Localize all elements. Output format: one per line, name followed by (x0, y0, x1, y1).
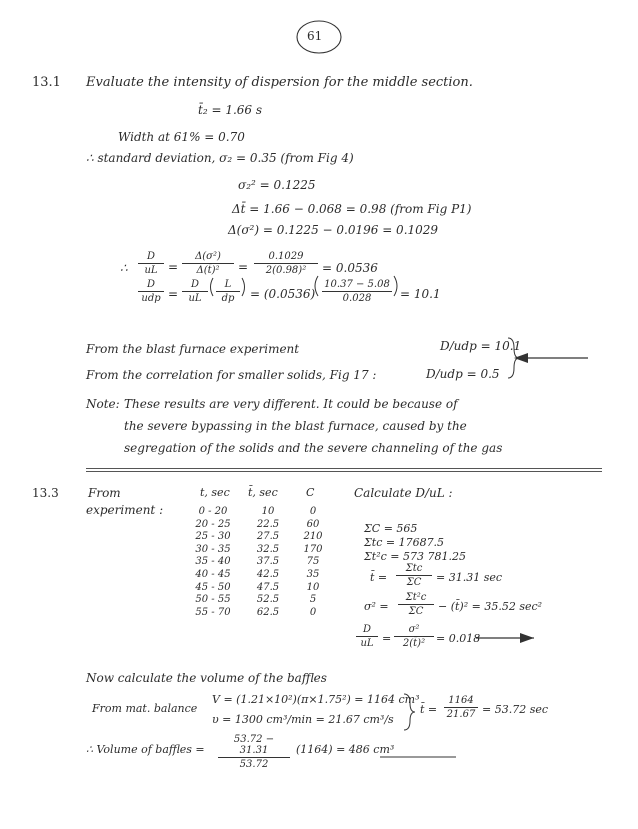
table-cell: 45 - 50 (195, 581, 231, 593)
calc-title: Calculate D/uL : (354, 486, 453, 500)
table-cell: 75 (306, 556, 320, 568)
baffle-volume-label: ∴ Volume of baffles = (86, 743, 205, 756)
eq2-result: = 10.1 (400, 287, 441, 301)
denominator: 2(0.98)² (265, 265, 307, 276)
paren-l2 (315, 276, 318, 296)
d-result: = 0.018 (436, 632, 481, 645)
table-cell: 35 (306, 568, 320, 580)
numerator: 0.1029 (254, 251, 318, 264)
table-cell: 0 (309, 506, 317, 517)
table-cell: 62.5 (256, 606, 280, 618)
sum-c: ΣC = 565 (364, 522, 418, 535)
sigma-over-t-fraction (394, 624, 434, 649)
table-cell: 55 - 70 (195, 606, 231, 618)
std-dev-line: ∴ standard deviation, σ₂ = 0.35 (from Fig 4) (86, 151, 354, 165)
table-cell: 10 (306, 581, 320, 593)
blast-furnace-value: D/udp = 10.1 (440, 339, 522, 353)
delta-variance-line: Δ(σ²) = 0.1225 − 0.0196 = 0.1029 (228, 223, 439, 237)
d-over-udp-fraction (138, 279, 164, 304)
table-cell: 32.5 (256, 543, 280, 555)
denominator: 21.67 (446, 709, 476, 720)
eq1-result: = 0.0536 (322, 261, 378, 275)
numerator: σ² (394, 624, 434, 637)
header-c: C (306, 486, 315, 499)
eq2-middle: = (0.0536) (250, 287, 316, 301)
table-cell: 30 - 35 (195, 543, 231, 555)
handwritten-solution-page: 61 13.1 Evaluate the intensity of dispersion for the middle section. t̄₂ = 1.66 s Width at 61% = 0.70 ∴ standard deviation, σ₂ = 0.35 (from Fig 4) σ₂² = 0.1225 Δt̄ = 1.66 − 0.068 = 0.98 (from Fig P1) Δ(σ²) = 0.1225 − 0.0196 = 0.1029 ∴ $\frac{D}{uL}$ = $\frac{\text{Δ(σ²)}}{\text{Δ(t̄)²}}$ = $\frac{0.1029}{\text{2(0.98)²}}$ = 0.0536 D udp = $\frac{D}{uL}$ $\frac{L}{dp}$ = (0.0536) $\frac{10.37 - 5.08}{0.028}$ = 10.1 From the blast furnace experiment D/udp = 10.1 From the correlation for smaller solids, Fig 17 : D/udp = 0.5 Note: These results are very different. It could be because of the severe bypassing in the blast furnace, caused by the segregation of the solids and the severe channeling of the gas 13.3 From experiment : t, sec t̄, sec C 0 - 20 20 - 25 25 - 30 30 - 35 35 - 40 40 - 45 45 - 50 50 - 55 55 - 70 10 22.5 27.5 32.5 37.5 42.5 47.5 52.5 62.5 0 60 210 170 75 35 10 5 0 Calculate D/uL : ΣC = 565 Σtc = 17687.5 Σt²c = 573 781.25 t̄ = Σtc ΣC = 31.31 sec σ² = $\frac{\text{Σt²c}}{\Sigma C}$ − (t̄)² = 35.52 sec² $\frac{D}{uL}$ = $\frac{\text{σ²}}{\text{2(t̄)²}}$ = 0.018 Now calculate the volume of the baffles From mat. balance V = (1.21×10²)(π×1.75²) = 1164 cm³ υ = 1300 cm³/min = 21.67 cm³/s t̄ = $\frac{1164}{21.67}$ = 53.72 sec ∴ Volume of baffles = $\frac{53.72 - 31.31}{53.72}$ (1164) = 486 cm³ (0, 0, 638, 829)
d-over-ul-fraction-2 (182, 279, 208, 304)
table-cell: 210 (303, 531, 323, 543)
page-number: 61 (307, 29, 323, 43)
correlation-value: D/udp = 0.5 (426, 367, 500, 381)
variance-ratio-fraction (182, 251, 234, 276)
volume-line: V = (1.21×10²)(π×1.75²) = 1164 cm³ (212, 693, 420, 706)
therefore-symbol: ∴ (120, 261, 128, 275)
numerator: D (182, 279, 208, 292)
table-cell: 37.5 (256, 556, 280, 568)
numerator: Σtc (396, 563, 432, 576)
table-cell: 10 (261, 506, 275, 517)
tbar-fraction (396, 563, 432, 588)
table-cell: 52.5 (256, 594, 280, 606)
note-line-1: These results are very different. It could be because of (124, 397, 458, 411)
note-label: Note: (86, 397, 120, 411)
paren-r (242, 278, 245, 296)
experiment-label: experiment : (86, 503, 164, 517)
result-arrow-head-1 (514, 353, 528, 363)
d-ul-fraction-133 (356, 624, 378, 649)
tbar2-lhs: t̄ = (420, 703, 438, 716)
table-cell: 25 - 30 (195, 531, 231, 543)
var-result: − (t̄)² = 35.52 sec² (438, 600, 543, 613)
sum-tc: Σtc = 17687.5 (364, 536, 445, 549)
note-line-3: segregation of the solids and the severe channeling of the gas (124, 441, 503, 455)
numerator: Δ(σ²) (182, 251, 234, 264)
paren-r2 (394, 276, 397, 296)
numerator: 1164 (444, 695, 478, 708)
l-over-dp-fraction (216, 279, 240, 304)
denominator: uL (144, 265, 158, 276)
sum-t2c: Σt²c = 573 781.25 (364, 550, 466, 563)
delta-t-line: Δt̄ = 1.66 − 0.068 = 0.98 (from Fig P1) (232, 202, 472, 216)
numerator: D (356, 624, 378, 637)
table-cell: 35 - 40 (195, 556, 231, 568)
paren-l (211, 278, 214, 296)
denominator: ΣC (406, 577, 422, 588)
baffle-fraction (218, 734, 290, 770)
baffle-result: (1164) = 486 cm³ (296, 743, 395, 756)
tbar2-result: = 53.72 sec (482, 703, 549, 716)
var-lhs: σ² = (364, 600, 389, 613)
table-cell: 40 - 45 (195, 568, 231, 580)
denominator: udp (141, 293, 161, 304)
numerator: D (138, 251, 164, 264)
t-bar-line: t̄₂ = 1.66 s (198, 103, 263, 117)
flow-line: υ = 1300 cm³/min = 21.67 cm³/s (212, 713, 394, 726)
denominator: 53.72 (239, 759, 269, 770)
denominator: 2(t̄)² (402, 638, 426, 649)
correlation-line: From the correlation for smaller solids, Fig 17 : (86, 368, 377, 382)
problem-13-1-heading: Evaluate the intensity of dispersion for the middle section. (86, 75, 473, 90)
numerator: D (138, 279, 164, 292)
d-over-ul-fraction (138, 251, 164, 276)
table-cell: 47.5 (256, 581, 280, 593)
section-divider (86, 468, 602, 469)
table-cell: 170 (303, 543, 323, 555)
denominator: dp (221, 293, 235, 304)
table-cell: 0 (309, 606, 317, 618)
tbar-lhs: t̄ = (370, 571, 388, 584)
result-arrow-head-2 (520, 633, 534, 643)
denominator: uL (360, 638, 374, 649)
blast-furnace-line: From the blast furnace experiment (86, 342, 300, 356)
table-cell: 5 (309, 594, 317, 606)
header-t-bar: t̄, sec (248, 486, 278, 499)
variance-line: σ₂² = 0.1225 (238, 178, 316, 192)
denominator: ΣC (408, 606, 424, 617)
denominator: Δ(t̄)² (196, 265, 220, 276)
note-line-2: the severe bypassing in the blast furnace, caused by the (124, 419, 467, 433)
numerator: 10.37 − 5.08 (322, 279, 392, 292)
tbar2-fraction (444, 695, 478, 720)
table-column-2 (298, 506, 328, 619)
problem-number-13-3: 13.3 (32, 486, 59, 500)
table-cell: 50 - 55 (195, 594, 231, 606)
var-fraction (398, 592, 434, 617)
numeric-fraction (254, 251, 318, 276)
problem-number-13-1: 13.1 (32, 75, 61, 90)
mat-balance-label: From mat. balance (92, 702, 198, 715)
table-column-0 (188, 506, 238, 619)
denominator: 0.028 (342, 293, 372, 304)
denominator: uL (188, 293, 202, 304)
width-line: Width at 61% = 0.70 (118, 130, 245, 144)
table-cell: 42.5 (256, 568, 280, 580)
table-cell: 60 (306, 518, 320, 530)
section-divider-2 (86, 471, 602, 472)
table-cell: 0 - 20 (198, 506, 228, 517)
tbar-result: = 31.31 sec (436, 571, 503, 584)
header-t: t, sec (200, 486, 230, 499)
numerator: Σt²c (398, 592, 434, 605)
table-column-1 (248, 506, 288, 619)
numerator: 53.72 − 31.31 (218, 734, 290, 758)
length-ratio-fraction (322, 279, 392, 304)
numerator: L (216, 279, 240, 292)
volume-title: Now calculate the volume of the baffles (86, 671, 327, 685)
table-cell: 27.5 (256, 531, 280, 543)
table-cell: 22.5 (256, 518, 280, 530)
table-cell: 20 - 25 (195, 518, 231, 530)
from-label: From (88, 486, 121, 500)
